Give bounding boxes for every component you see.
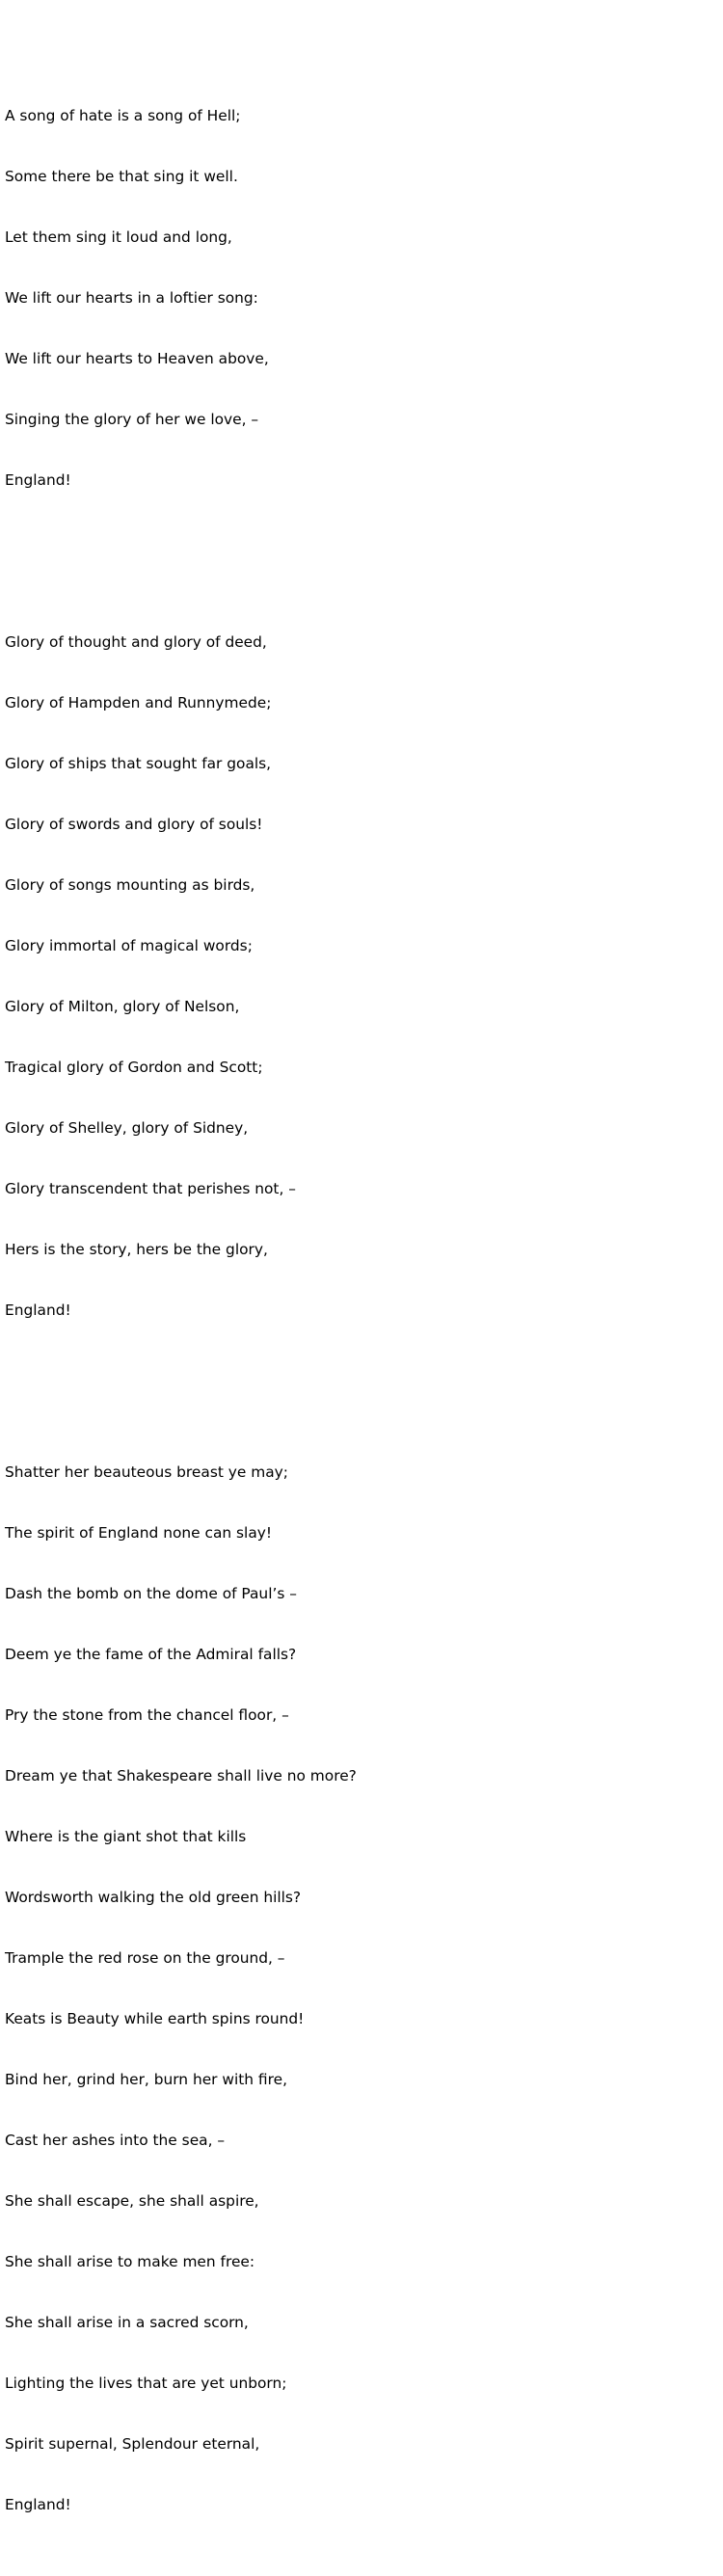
poem-line: The spirit of England none can slay! <box>5 1524 273 1542</box>
poem-line: Glory immortal of magical words; <box>5 937 253 954</box>
poem-line: Glory of swords and glory of souls! <box>5 816 263 833</box>
poem-line: Spirit supernal, Splendour eternal, <box>5 2435 260 2453</box>
poem-line: She shall escape, she shall aspire, <box>5 2192 259 2210</box>
stanza-3 <box>5 1422 357 2556</box>
poem-line: We lift our hearts to Heaven above, <box>5 350 269 367</box>
poem-line: Let them sing it loud and long, <box>5 228 232 246</box>
poem-line: Dash the bomb on the dome of Paul’s – <box>5 1585 297 1602</box>
poem-line: She shall arise to make men free: <box>5 2253 255 2270</box>
poem-line: A song of hate is a song of Hell; <box>5 107 241 124</box>
poem-line: Deem ye the fame of the Admiral falls? <box>5 1646 297 1663</box>
poem-line: Trample the red rose on the ground, – <box>5 1949 285 1967</box>
poem-line: Glory of Hampden and Runnymede; <box>5 694 272 711</box>
poem-line: England! <box>5 2496 71 2513</box>
poem-line: Tragical glory of Gordon and Scott; <box>5 1059 263 1076</box>
stanza-2 <box>5 592 357 1361</box>
poem-line: We lift our hearts in a loftier song: <box>5 289 258 307</box>
poem-line: Hers is the story, hers be the glory, <box>5 1241 268 1258</box>
poem-line: Glory of ships that sought far goals, <box>5 755 272 772</box>
poem-line: Glory of thought and glory of deed, <box>5 633 267 651</box>
poem-line: She shall arise in a sacred scorn, <box>5 2314 249 2331</box>
poem-line: Singing the glory of her we love, – <box>5 411 259 428</box>
poem-line: Glory of songs mounting as birds, <box>5 876 255 894</box>
poem-line: Glory transcendent that perishes not, – <box>5 1180 296 1197</box>
stanza-1 <box>5 66 357 531</box>
poem-line: Some there be that sing it well. <box>5 168 238 185</box>
poem-line: Wordsworth walking the old green hills? <box>5 1889 302 1906</box>
poem-line: Bind her, grind her, burn her with fire, <box>5 2071 287 2088</box>
poem-line: Keats is Beauty while earth spins round! <box>5 2010 305 2027</box>
poem-line: Dream ye that Shakespeare shall live no more? <box>5 1767 357 1784</box>
poem-line: Where is the giant shot that kills <box>5 1828 247 1845</box>
poem-line: Cast her ashes into the sea, – <box>5 2132 226 2149</box>
poem-line: England! <box>5 471 71 489</box>
poem-line: England! <box>5 1301 71 1319</box>
poem-line: Pry the stone from the chancel floor, – <box>5 1706 289 1724</box>
poem-text <box>5 25 357 2576</box>
poem-line: Glory of Milton, glory of Nelson, <box>5 998 240 1015</box>
poem-line: Lighting the lives that are yet unborn; <box>5 2375 287 2392</box>
poem-line: Shatter her beauteous breast ye may; <box>5 1463 288 1481</box>
poem-line: Glory of Shelley, glory of Sidney, <box>5 1119 249 1137</box>
